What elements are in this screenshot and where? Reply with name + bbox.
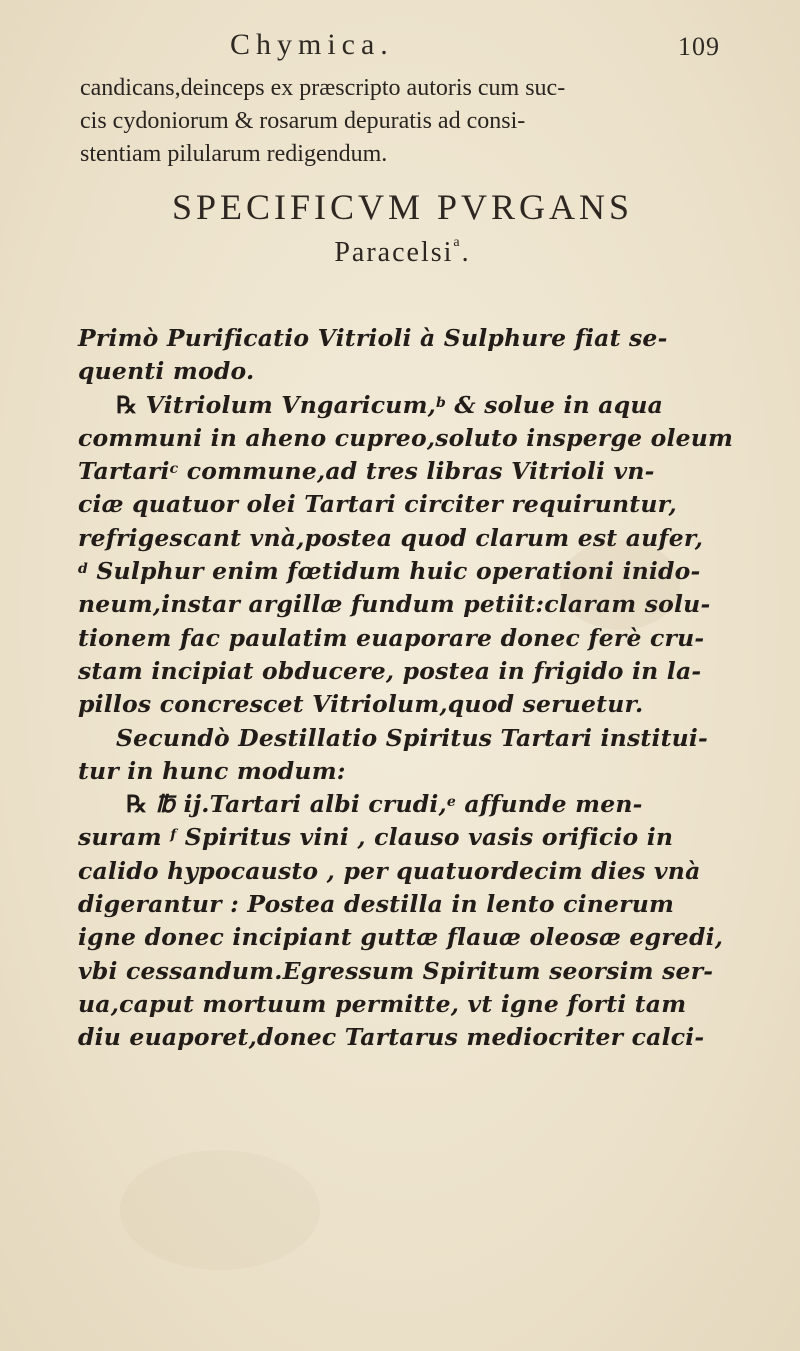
footnote-mark: c: [169, 461, 179, 478]
text-line: tur in hunc modum:: [78, 756, 346, 785]
text-line: communi in aheno cupreo,soluto insperge oleum: [78, 423, 734, 452]
text-line: pillos concrescet Vitriolum,quod seruetur.: [78, 690, 644, 719]
text-line: stam incipiat obducere, postea in frigido in la-: [78, 656, 702, 685]
text-line: diu euaporet,donec Tartarus mediocriter calci-: [78, 1023, 705, 1052]
text-line: igne donec incipiant guttæ flauæ oleosæ egredi,: [78, 923, 724, 952]
text-line: Secundò Destillatio Spiritus Tartari institui-: [116, 723, 709, 752]
text-line: suram $^f$ Spiritus vini , clauso vasis orificio in: [78, 823, 674, 852]
page-header: [80, 28, 720, 68]
text-line: Tartari$^c$ commune,ad tres libras Vitrioli vn-: [78, 457, 655, 486]
text-line: refrigescant vnà,postea quod clarum est aufer,: [78, 523, 704, 552]
text-line: Primò Purificatio Vitrioli à Sulphure fiat se-: [78, 324, 668, 352]
paper-stain: [120, 1150, 320, 1270]
footnote-mark: d: [78, 561, 88, 578]
text-line: ℞ Vitriolum Vngaricum,$^b$ & solue in aqua: [116, 390, 664, 419]
text-line: ua,caput mortuum permitte, vt igne forti tam: [78, 989, 687, 1018]
text-line: vbi cessandum.Egressum Spiritum seorsim ser-: [78, 956, 714, 985]
recipe-symbol-icon: ℞: [116, 390, 138, 419]
body-text: [78, 322, 734, 1055]
intro-line: candicans,deinceps ex præscripto autoris cum suc-: [80, 75, 566, 101]
text-line: calido hypocausto , per quatuordecim dies vnà: [78, 856, 701, 885]
section-subtitle: [80, 237, 725, 269]
intro-line: cis cydoniorum & rosarum depuratis ad consi-: [80, 108, 526, 134]
text-line: digerantur : Postea destilla in lento cinerum: [78, 890, 675, 919]
footnote-mark: a: [453, 235, 462, 250]
section-title: SPECIFICVM PVRGANS: [171, 187, 634, 227]
subtitle-text: Paracelsi: [334, 237, 454, 268]
intro-paragraph: [80, 72, 725, 171]
running-head: Chymica.: [230, 28, 394, 61]
footnote-mark: f: [170, 827, 177, 844]
text-line: $^d$ Sulphur enim fœtidum huic operationi inido-: [78, 557, 701, 586]
recipe-symbol-icon: ℞: [126, 790, 148, 819]
footnote-mark: e: [446, 794, 457, 811]
text-line: quenti modo.: [78, 357, 255, 386]
footnote-mark: b: [436, 394, 447, 411]
text-line: tionem fac paulatim euaporare donec ferè cru-: [78, 623, 705, 652]
subtitle-period: .: [461, 237, 471, 268]
text-line: ℞ ℔ ij.Tartari albi crudi,$^e$ affunde men-: [126, 790, 643, 819]
text-line: ciæ quatuor olei Tartari circiter requiruntur,: [78, 490, 677, 519]
intro-line: stentiam pilularum redigendum.: [80, 141, 388, 167]
page-number: 109: [678, 32, 720, 61]
text-line: neum,instar argillæ fundum petiit:claram solu-: [78, 590, 711, 619]
